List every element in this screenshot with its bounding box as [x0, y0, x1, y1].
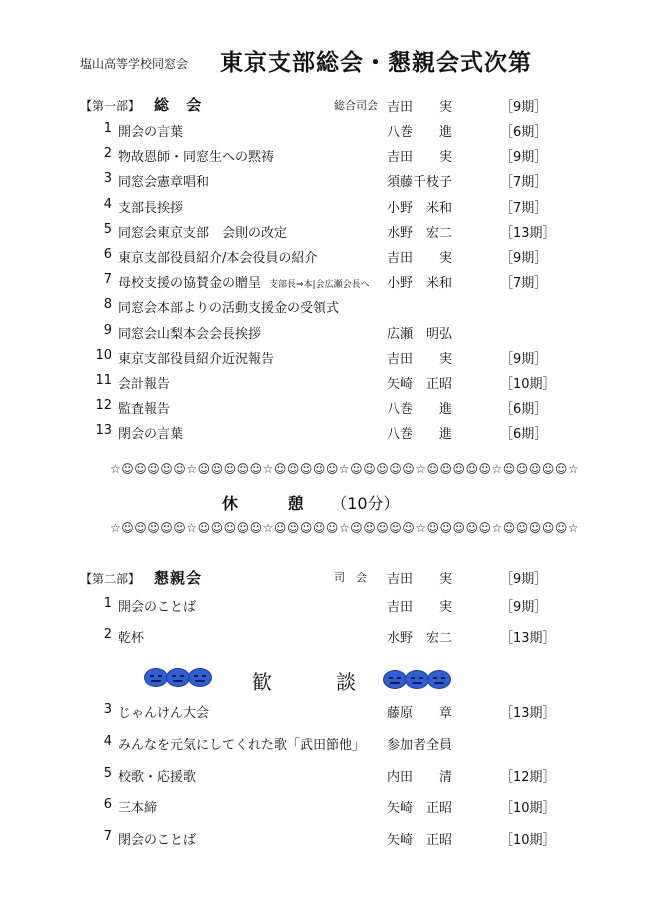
item-person: 吉田 実	[387, 351, 453, 367]
program-item	[0, 734, 650, 754]
organization-name: 塩山高等学校同窓会	[80, 57, 189, 71]
program-item	[0, 272, 650, 292]
item-note: 支部長⇒本|会広瀬会長へ	[269, 280, 370, 291]
item-label	[118, 348, 282, 367]
program-item	[0, 398, 650, 418]
item-term: ［10期］	[500, 377, 556, 392]
item-term: ［7期］	[500, 175, 548, 191]
item-number: 11	[95, 373, 112, 388]
item-person: 吉田 実	[387, 251, 453, 266]
item-number: 7	[103, 272, 112, 288]
program-item	[0, 323, 650, 343]
smiley-icon	[405, 670, 429, 689]
item-label	[118, 272, 370, 291]
item-number: 9	[103, 322, 112, 338]
item-term: ［6期］	[500, 427, 548, 443]
item-label	[118, 702, 209, 721]
part2-host-term: ［9期］	[500, 572, 548, 587]
part1-host-term: ［9期］	[500, 100, 548, 115]
item-number: 4	[103, 196, 112, 212]
document-title: 東京支部総会・懇親会式次第	[220, 50, 532, 76]
item-label	[118, 222, 295, 241]
program-item	[0, 222, 650, 242]
item-label-text: 同窓会東京支部 会則の改定	[118, 225, 288, 241]
item-label-text: 校歌・応援歌	[118, 769, 197, 785]
program-item	[0, 797, 650, 817]
item-number: 12	[95, 398, 112, 414]
item-person: 矢崎 正昭	[387, 377, 453, 392]
item-person: 小野 米和	[387, 200, 453, 216]
item-person: 藤原 章	[387, 706, 453, 721]
item-label	[118, 398, 178, 417]
program-item	[0, 702, 650, 722]
item-person: 須藤千枝子	[387, 175, 453, 191]
item-person: 吉田 実	[387, 150, 453, 166]
part2-heading	[80, 567, 202, 588]
item-label	[118, 146, 282, 165]
item-person: 内田 清	[387, 769, 453, 785]
item-person: 水野 宏二	[387, 225, 453, 241]
item-label	[118, 829, 196, 848]
break-heading	[222, 491, 400, 514]
program-item	[0, 348, 650, 368]
item-number: 10	[95, 347, 112, 363]
item-label	[118, 171, 217, 190]
item-person: 広瀬 明弘	[387, 326, 453, 342]
program-item	[0, 171, 650, 191]
part2-host: 吉田 実	[387, 572, 453, 587]
item-number: 2	[103, 146, 112, 162]
item-number: 1	[103, 596, 112, 611]
item-person: 水野 宏二	[387, 631, 453, 646]
smiley-faces-left	[144, 668, 210, 691]
item-number: 13	[95, 423, 112, 439]
item-label-text: 同窓会本部よりの活動支援金の受領式	[118, 301, 340, 317]
item-label-text: 物故恩師・同窓生への黙祷	[118, 150, 275, 166]
item-label-text: 会計報告	[118, 377, 171, 392]
item-number: 6	[103, 797, 112, 813]
item-term: ［10期］	[500, 801, 556, 817]
item-number: 6	[103, 247, 112, 262]
program-item	[0, 146, 650, 166]
program-item	[0, 423, 650, 443]
item-label-text: 乾杯	[118, 631, 145, 646]
part1-name: 総 会	[154, 96, 208, 114]
item-term: ［7期］	[500, 276, 548, 292]
item-label	[118, 734, 365, 753]
item-term: ［13期］	[500, 631, 556, 646]
part2-role: 司 会	[334, 571, 367, 584]
item-label-text: 閉会の言葉	[118, 427, 184, 443]
item-label-text: 東京支部役員紹介近況報告	[118, 351, 275, 367]
item-label	[118, 373, 178, 392]
smiley-icon	[427, 670, 451, 689]
item-person: 八巻 進	[387, 402, 453, 418]
program-item	[0, 121, 650, 141]
part1-heading	[80, 94, 207, 115]
program-item	[0, 247, 650, 267]
smiley-icon	[188, 668, 212, 687]
item-term: ［6期］	[500, 402, 548, 418]
item-label	[118, 797, 157, 816]
item-label-text: 支部長挨拶	[118, 200, 184, 216]
item-label-text: 開会の言葉	[118, 125, 184, 140]
item-person: 吉田 実	[387, 600, 453, 615]
item-person: 八巻 進	[387, 427, 453, 443]
item-label	[118, 323, 269, 342]
item-label-text: 三本締	[118, 801, 158, 817]
item-label-text: みんなを元気にしてくれた歌「武田節他」	[118, 737, 366, 753]
item-label-text: 同窓会憲章唱和	[118, 175, 210, 191]
item-label-text: 母校支援の協賛金の贈呈	[118, 276, 262, 292]
item-label	[118, 197, 191, 216]
item-person: 小野 米和	[387, 276, 453, 292]
item-label	[118, 596, 196, 615]
item-label-text: 閉会のことば	[118, 833, 197, 849]
part2-name: 懇親会	[154, 569, 203, 587]
smiley-icon	[166, 668, 190, 687]
item-label-text: 開会のことば	[118, 600, 197, 615]
program-item	[0, 297, 650, 317]
item-label	[118, 247, 325, 266]
program-item	[0, 766, 650, 786]
program-item	[0, 829, 650, 849]
item-label	[118, 121, 191, 140]
item-label	[118, 766, 196, 785]
chat-word-2: 談	[336, 670, 356, 694]
item-term: ［10期］	[500, 833, 556, 849]
item-number: 5	[103, 765, 112, 781]
break-word-1: 休	[222, 494, 239, 513]
decorative-divider-top: ☆☺☺☺☺☺☆☺☺☺☺☺☆☺☺☺☺☺☆☺☺☺☺☺☆☺☺☺☺☺☆☺☺☺☺☺☆	[110, 462, 580, 476]
item-term: ［13期］	[500, 706, 556, 721]
item-number: 3	[103, 171, 112, 187]
item-term: ［9期］	[500, 251, 548, 266]
item-number: 2	[103, 627, 112, 642]
item-term: ［13期］	[500, 225, 556, 241]
smiley-faces-right	[383, 670, 449, 693]
item-number: 3	[103, 702, 112, 717]
item-person: 八巻 進	[387, 125, 453, 140]
item-label-text: 東京支部役員紹介/本会役員の紹介	[118, 251, 318, 266]
item-person: 矢崎 正昭	[387, 801, 453, 817]
item-person: 矢崎 正昭	[387, 833, 453, 849]
item-term: ［9期］	[500, 351, 548, 367]
program-item	[0, 373, 650, 393]
break-word-2: 憩	[287, 494, 304, 513]
item-number: 8	[103, 297, 112, 313]
item-term: ［9期］	[500, 600, 548, 615]
program-item	[0, 197, 650, 217]
item-label	[118, 627, 144, 646]
chat-word-1: 歓	[252, 670, 272, 694]
part2-tag: 【第二部】	[80, 572, 141, 586]
item-label-text: 監査報告	[118, 402, 171, 418]
part1-host: 吉田 実	[387, 100, 453, 115]
item-term: ［12期］	[500, 769, 556, 785]
item-term: ［9期］	[500, 150, 548, 166]
program-item	[0, 627, 650, 647]
decorative-divider-bottom: ☆☺☺☺☺☺☆☺☺☺☺☺☆☺☺☺☺☺☆☺☺☺☺☺☆☺☺☺☺☺☆☺☺☺☺☺☆	[110, 521, 580, 535]
item-term: ［7期］	[500, 200, 548, 216]
item-number: 1	[103, 121, 112, 136]
smiley-icon	[383, 670, 407, 689]
smiley-icon	[144, 668, 168, 687]
item-label-text: 同窓会山梨本会会長挨拶	[118, 326, 262, 342]
item-number: 7	[103, 829, 112, 845]
part1-tag: 【第一部】	[80, 99, 141, 113]
break-duration: （10分）	[331, 494, 400, 513]
item-person: 参加者全員	[387, 737, 453, 753]
item-number: 4	[103, 733, 112, 749]
item-label	[118, 297, 347, 316]
program-item	[0, 596, 650, 616]
item-label	[118, 423, 191, 442]
part1-role: 総合司会	[334, 99, 378, 112]
item-number: 5	[103, 221, 112, 237]
item-term: ［6期］	[500, 125, 548, 140]
item-label-text: じゃんけん大会	[118, 706, 210, 721]
